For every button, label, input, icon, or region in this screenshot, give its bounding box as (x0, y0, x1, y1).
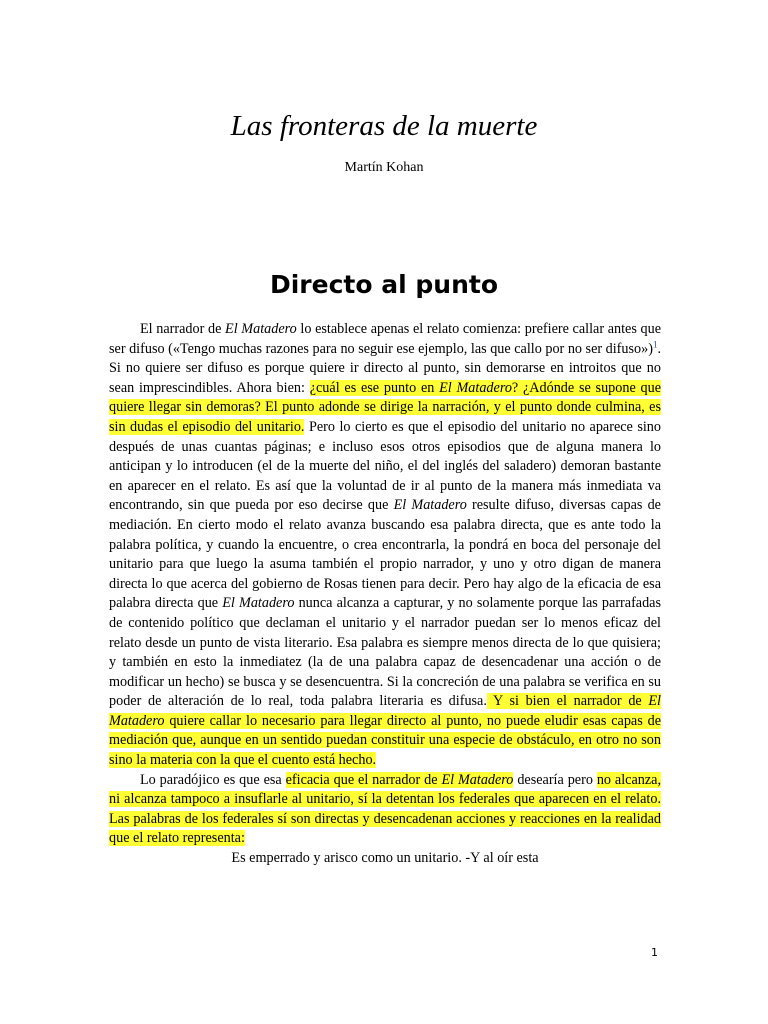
text-run: El narrador de (140, 321, 226, 337)
text-run: desearía pero (513, 771, 597, 788)
text-run: lo establece apenas el relato comienza: prefiere callar antes que ser difuso («Tengo muchas razones para no seguir ese ejemplo, las que callo por no ser difuso») (109, 321, 661, 357)
italic-title: El Matadero (222, 595, 295, 612)
text-run: Pero lo cierto es que el episodio del unitario no aparece sino después de unas cuantas páginas; e incluso esos otros episodios que de alguna manera lo anticipan y lo introducen (el de la muerte del niño, el del inglés del saladero) demoran bastante en aparecer en el relato. Es así que la voluntad de ir al punto de la manera más inmediata va encontrando, sin que pueda por eso decirse que (109, 418, 661, 514)
italic-title: El Matadero (225, 321, 297, 337)
text-run: Y si bien el narrador de (486, 693, 649, 710)
italic-title: El Matadero (441, 771, 514, 788)
text-run: resulte difuso, diversas capas de mediación. En cierto modo el relato avanza buscando esa palabra directa, que es ante todo la palabra política, y cuando la encuentre, o crea encontrarla, la pondrá en boca del personaje del unitario para que luego la asuma también el propio narrador, y uno y otro digan de manera directa lo que acerca del gobierno de Rosas tienen para decir. Pero hay algo de la eficacia de esa palabra directa que (109, 497, 661, 612)
text-run: nunca alcanza a capturar, y no solamente porque las parrafadas de contenido político que declaman el unitario y el narrador puedan ser lo menos eficaz del relato desde un punto de vista literario. Esa palabra es siempre menos directa de lo que quisiera; y también en esto la inmediatez (la de una palabra capaz de desencadenar una acción o de modificar un hecho) se busca y se desencuentra. Si la concreción de una palabra se verifica en su poder de alteración de lo real, toda palabra literaria es difusa. (109, 595, 662, 710)
document-body (109, 320, 661, 869)
text-run: ? ¿Adónde se supone que quiere llegar sin demoras? El punto adonde se dirige la narración, y el punto donde culmina, es sin dudas el episodio del unitario. (109, 379, 661, 435)
section-heading: Directo al punto (269, 270, 498, 299)
italic-title: El Matadero (393, 497, 467, 514)
page-number: 1 (651, 946, 658, 959)
paragraph-1 (109, 320, 661, 771)
text-run: ¿cuál es ese punto en (309, 379, 440, 396)
italic-title: El Matadero (109, 693, 661, 729)
document-title: Las fronteras de la muerte (230, 110, 538, 142)
text-run: eficacia que el narrador de (285, 771, 442, 788)
footnote-link[interactable]: 1 (652, 338, 658, 349)
italic-title: El Matadero (439, 379, 512, 396)
verse-line: Es emperrado y arisco como un unitario. -Y al oír esta (231, 850, 539, 867)
highlight: no alcanza, ni alcanza tampoco a insuflarle al unitario, sí la detentan los federales que aparecen en el relato. Las palabras de los federales sí son directas y desencadenan acciones y reacciones en la realidad que el relato representa: (109, 771, 661, 847)
text-run: quiere callar lo necesario para llegar directo al punto, no puede eludir esas capas de mediación que, aunque en un sentido puedan constituir una especie de obstáculo, en otro no son sino la materia con la que el cuento está hecho. (109, 712, 661, 769)
text-run: . Si no quiere ser difuso es porque quiere ir directo al punto, sin demorarse en introitos que no sean imprescindibles. Ahora bien: (109, 340, 661, 396)
paragraph-2 (109, 771, 661, 849)
document-author: Martín Kohan (344, 160, 424, 175)
highlight (286, 772, 514, 788)
text-run: Lo paradójico es que esa (140, 771, 286, 788)
